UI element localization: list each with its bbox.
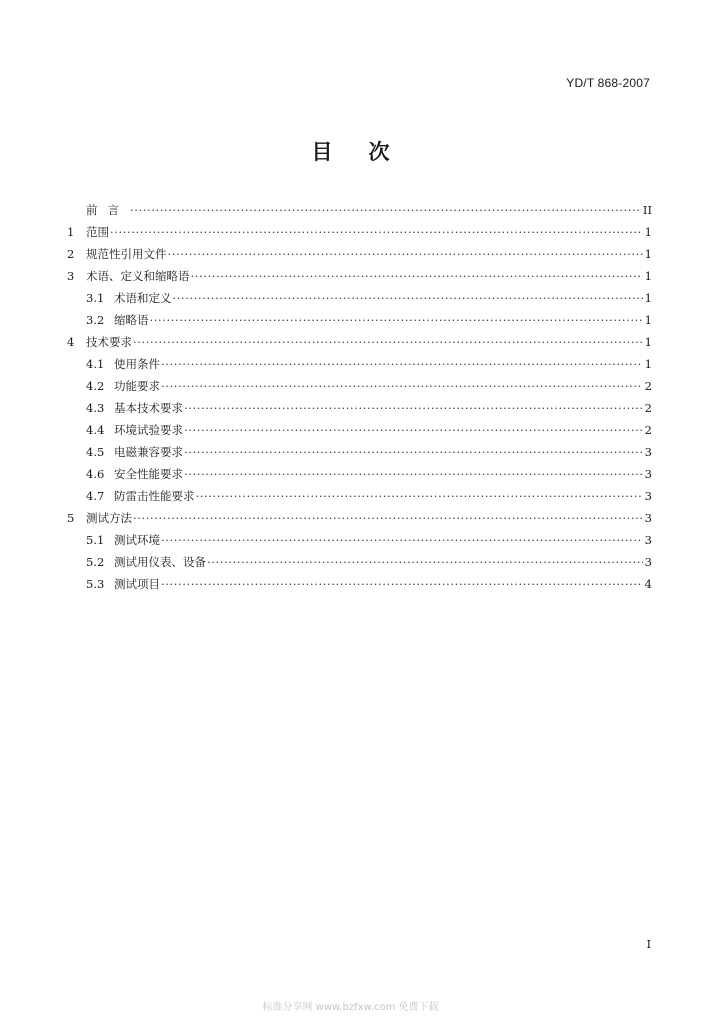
toc-entry-title: 技术要求 [86, 335, 132, 349]
toc-entry-foreword[interactable] [67, 199, 652, 221]
toc-entry-page: 1 [644, 225, 652, 239]
toc-title [0, 136, 701, 166]
toc-entry-title: 术语、定义和缩略语 [86, 269, 190, 283]
toc-entry-number: 3.2 [86, 313, 105, 327]
toc-entry-page: 1 [644, 291, 652, 305]
toc-title-char: 目 [311, 140, 333, 164]
toc-entry-page: 1 [644, 335, 652, 349]
toc-entry-number: 4.3 [86, 401, 105, 415]
toc-leader-dots [184, 441, 643, 463]
toc-subentry[interactable] [67, 419, 652, 441]
toc-entry-page: 3 [644, 489, 652, 503]
toc-entry-title: 前言 [86, 203, 129, 217]
table-of-contents [67, 199, 652, 595]
toc-subentry[interactable] [67, 485, 652, 507]
toc-entry-page: 1 [644, 357, 652, 371]
toc-leader-dots [133, 331, 643, 353]
toc-entry-title: 安全性能要求 [114, 467, 183, 481]
toc-leader-dots [173, 287, 644, 309]
toc-entry-title: 测试方法 [86, 511, 132, 525]
toc-entry-title: 测试环境 [114, 533, 160, 547]
toc-entry-number: 4.7 [86, 489, 105, 503]
toc-entry-title: 防雷击性能要求 [114, 489, 195, 503]
toc-entry[interactable] [67, 265, 652, 287]
document-code: YD/T 868-2007 [566, 76, 650, 90]
toc-leader-dots [191, 265, 644, 287]
toc-leader-dots [184, 419, 643, 441]
toc-subentry[interactable] [67, 287, 652, 309]
toc-entry-title: 规范性引用文件 [86, 247, 167, 261]
toc-entry-page: 3 [644, 511, 652, 525]
toc-entry-title: 基本技术要求 [114, 401, 183, 415]
toc-leader-dots [168, 243, 644, 265]
toc-leader-dots [184, 397, 643, 419]
toc-entry-title: 范围 [86, 225, 109, 239]
toc-entry-title: 测试项目 [114, 577, 160, 591]
toc-leader-dots [133, 507, 643, 529]
toc-entry-number: 4.6 [86, 467, 105, 481]
toc-entry-title: 测试用仪表、设备 [114, 555, 206, 569]
toc-entry-number: 5.3 [86, 577, 105, 591]
toc-entry-title: 电磁兼容要求 [114, 445, 183, 459]
toc-subentry[interactable] [67, 441, 652, 463]
watermark: 标准分享网 www.bzfxw.com 免费下载 [262, 1002, 439, 1013]
toc-leader-dots [161, 573, 643, 595]
toc-entry-number: 5.2 [86, 555, 105, 569]
toc-entry-page: 3 [644, 467, 652, 481]
toc-entry[interactable] [67, 221, 652, 243]
toc-entry-number: 5 [67, 511, 75, 525]
toc-entry-title: 功能要求 [114, 379, 160, 393]
toc-subentry[interactable] [67, 463, 652, 485]
toc-entry-number: 4 [67, 335, 75, 349]
toc-entry-number: 3.1 [86, 291, 105, 305]
toc-subentry[interactable] [67, 551, 652, 573]
toc-subentry[interactable] [67, 375, 652, 397]
toc-entry-page: 4 [644, 577, 652, 591]
toc-leader-dots [184, 463, 643, 485]
toc-entry[interactable] [67, 243, 652, 265]
toc-entry-title: 环境试验要求 [114, 423, 183, 437]
toc-entry-number: 5.1 [86, 533, 105, 547]
toc-entry-number: 2 [67, 247, 75, 261]
toc-leader-dots [161, 375, 643, 397]
toc-entry-page: 3 [644, 555, 652, 569]
toc-leader-dots [110, 221, 643, 243]
toc-leader-dots [207, 551, 643, 573]
toc-entry-number: 1 [67, 225, 75, 239]
toc-subentry[interactable] [67, 397, 652, 419]
toc-leader-dots [161, 529, 643, 551]
toc-subentry[interactable] [67, 573, 652, 595]
toc-entry[interactable] [67, 507, 652, 529]
toc-subentry[interactable] [67, 353, 652, 375]
toc-entry-number: 4.1 [86, 357, 105, 371]
toc-entry-title: 使用条件 [114, 357, 160, 371]
toc-entry-page: 2 [644, 401, 652, 415]
toc-entry-number: 4.2 [86, 379, 105, 393]
toc-entry-page: 2 [644, 423, 652, 437]
toc-subentry[interactable] [67, 309, 652, 331]
toc-leader-dots [150, 309, 644, 331]
toc-title-char: 次 [368, 140, 390, 164]
toc-leader-dots [161, 353, 643, 375]
toc-entry-title: 术语和定义 [114, 291, 172, 305]
toc-entry-page: 1 [644, 269, 652, 283]
toc-leader-dots [130, 199, 642, 221]
toc-entry-number: 4.5 [86, 445, 105, 459]
toc-entry-page: 1 [644, 313, 652, 327]
toc-entry-title: 缩略语 [114, 313, 149, 327]
toc-entry-page: 3 [644, 533, 652, 547]
toc-entry[interactable] [67, 331, 652, 353]
toc-leader-dots [196, 485, 644, 507]
page-number: I [646, 938, 651, 951]
toc-subentry[interactable] [67, 529, 652, 551]
toc-entry-page: 3 [644, 445, 652, 459]
toc-entry-number: 3 [67, 269, 75, 283]
toc-entry-page: II [642, 203, 652, 217]
toc-entry-number: 4.4 [86, 423, 105, 437]
toc-entry-page: 2 [644, 379, 652, 393]
toc-entry-page: 1 [644, 247, 652, 261]
